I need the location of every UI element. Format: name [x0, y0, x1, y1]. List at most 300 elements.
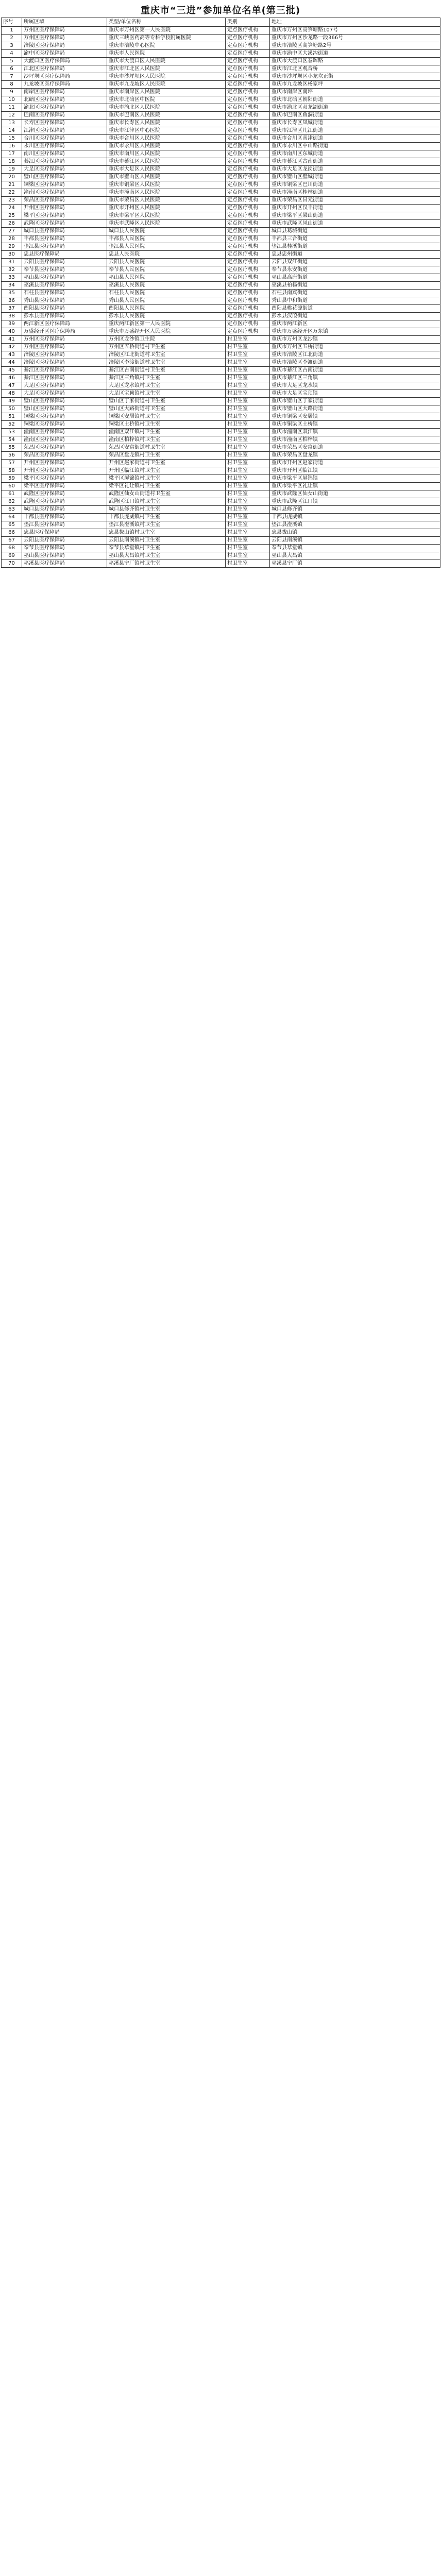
cell-unit-name: 巫山县人民医院: [107, 274, 226, 282]
cell-index: 28: [2, 235, 22, 243]
cell-index: 49: [2, 398, 22, 405]
cell-region: 铜梁区医疗保障局: [22, 181, 107, 189]
cell-unit-name: 石柱县人民医院: [107, 290, 226, 297]
cell-index: 69: [2, 552, 22, 560]
cell-unit-name: 奉节县草堂镇村卫生室: [107, 545, 226, 552]
cell-index: 29: [2, 243, 22, 251]
table-row: [2, 290, 440, 297]
table-row: [2, 313, 440, 320]
cell-index: 27: [2, 228, 22, 235]
table-row: [2, 305, 440, 313]
cell-unit-name: 酉阳县人民医院: [107, 305, 226, 313]
table-row: [2, 274, 440, 282]
cell-index: 10: [2, 96, 22, 104]
cell-unit-name: 云阳县南溪镇村卫生室: [107, 537, 226, 545]
cell-index: 45: [2, 367, 22, 375]
cell-address: 巫溪县柏杨街道: [270, 282, 440, 290]
cell-unit-name: 重庆市铜梁区人民医院: [107, 181, 226, 189]
cell-address: 重庆市万州区沙龙路一段366号: [270, 35, 440, 42]
cell-address: 重庆市江北区观音桥: [270, 65, 440, 73]
cell-unit-name: 重庆市开州区人民医院: [107, 205, 226, 212]
cell-unit-name: 重庆市北碚区中医院: [107, 96, 226, 104]
cell-category: 村卫生室: [226, 390, 270, 398]
cell-index: 58: [2, 467, 22, 475]
table-row: [2, 27, 440, 35]
cell-address: 重庆市荣昌区昌元街道: [270, 197, 440, 205]
table-row: [2, 328, 440, 336]
header-category: 类别: [226, 18, 270, 27]
cell-category: 定点医疗机构: [226, 58, 270, 65]
cell-region: 万州区医疗保障局: [22, 344, 107, 351]
cell-unit-name: 重庆市梁平区人民医院: [107, 212, 226, 220]
cell-address: 重庆市九龙坡区杨家坪: [270, 81, 440, 89]
cell-category: 定点医疗机构: [226, 120, 270, 127]
cell-region: 綦江区医疗保障局: [22, 367, 107, 375]
cell-unit-name: 巫山县大昌镇村卫生室: [107, 552, 226, 560]
cell-index: 17: [2, 150, 22, 158]
table-row: [2, 135, 440, 143]
cell-region: 奉节县医疗保障局: [22, 266, 107, 274]
cell-unit-name: 丰都县人民医院: [107, 235, 226, 243]
table-row: [2, 444, 440, 452]
cell-unit-name: 重庆三峡医药高等专科学校附属医院: [107, 35, 226, 42]
table-row: [2, 436, 440, 444]
cell-unit-name: 重庆市九龙坡区人民医院: [107, 81, 226, 89]
cell-region: 大足区医疗保障局: [22, 390, 107, 398]
table-row: [2, 506, 440, 514]
cell-region: 彭水县医疗保障局: [22, 313, 107, 320]
cell-unit-name: 忠县拔山镇村卫生室: [107, 529, 226, 537]
cell-category: 村卫生室: [226, 529, 270, 537]
table-row: [2, 35, 440, 42]
cell-category: 村卫生室: [226, 398, 270, 405]
cell-region: 大足区医疗保障局: [22, 166, 107, 174]
cell-region: 巫溪县医疗保障局: [22, 282, 107, 290]
cell-index: 33: [2, 274, 22, 282]
cell-unit-name: 荣昌区盘龙镇村卫生室: [107, 452, 226, 460]
cell-unit-name: 城口县人民医院: [107, 228, 226, 235]
cell-region: 万州区医疗保障局: [22, 35, 107, 42]
table-row: [2, 336, 440, 344]
cell-unit-name: 武隆区仙女山街道村卫生室: [107, 490, 226, 498]
cell-address: 酉阳县桃花源街道: [270, 305, 440, 313]
cell-unit-name: 重庆市武隆区人民医院: [107, 220, 226, 228]
cell-address: 重庆市南川区东城街道: [270, 150, 440, 158]
cell-category: 定点医疗机构: [226, 305, 270, 313]
cell-address: 重庆市武隆区凤山街道: [270, 220, 440, 228]
cell-index: 36: [2, 297, 22, 305]
cell-unit-name: 重庆市永川区人民医院: [107, 143, 226, 150]
cell-unit-name: 大足区龙水镇村卫生室: [107, 382, 226, 390]
cell-unit-name: 荣昌区安富街道村卫生室: [107, 444, 226, 452]
table-body: [2, 27, 440, 568]
cell-address: 重庆市长寿区凤城街道: [270, 120, 440, 127]
cell-unit-name: 重庆市荣昌区人民医院: [107, 197, 226, 205]
cell-category: 定点医疗机构: [226, 150, 270, 158]
cell-address: 重庆市大足区龙水镇: [270, 382, 440, 390]
cell-category: 村卫生室: [226, 452, 270, 460]
cell-category: 定点医疗机构: [226, 320, 270, 328]
cell-category: 定点医疗机构: [226, 274, 270, 282]
table-row: [2, 181, 440, 189]
cell-region: 云阳县医疗保障局: [22, 259, 107, 266]
cell-region: 秀山县医疗保障局: [22, 297, 107, 305]
cell-category: 村卫生室: [226, 467, 270, 475]
cell-unit-name: 重庆市长寿区人民医院: [107, 120, 226, 127]
cell-region: 云阳县医疗保障局: [22, 537, 107, 545]
cell-region: 大渡口区医疗保障局: [22, 58, 107, 65]
cell-category: 定点医疗机构: [226, 266, 270, 274]
table-row: [2, 429, 440, 436]
cell-region: 涪陵区医疗保障局: [22, 359, 107, 367]
cell-category: 定点医疗机构: [226, 143, 270, 150]
cell-index: 54: [2, 436, 22, 444]
cell-address: 重庆市綦江区三角镇: [270, 375, 440, 382]
cell-address: 云阳县双江街道: [270, 259, 440, 266]
cell-region: 城口县医疗保障局: [22, 506, 107, 514]
cell-address: 重庆市开州区赵家街道: [270, 460, 440, 467]
cell-region: 石柱县医疗保障局: [22, 290, 107, 297]
cell-category: 定点医疗机构: [226, 96, 270, 104]
cell-address: 巫山县高唐街道: [270, 274, 440, 282]
cell-category: 定点医疗机构: [226, 328, 270, 336]
cell-address: 重庆市万州区高笋塘路107号: [270, 27, 440, 35]
cell-category: 定点医疗机构: [226, 197, 270, 205]
table-row: [2, 73, 440, 81]
cell-address: 重庆市铜梁区土桥镇: [270, 421, 440, 429]
table-row: [2, 127, 440, 135]
cell-unit-name: 重庆市涪陵中心医院: [107, 42, 226, 50]
cell-category: 定点医疗机构: [226, 135, 270, 143]
cell-address: 重庆市万盛经开区万东镇: [270, 328, 440, 336]
cell-unit-name: 万州区五桥街道村卫生室: [107, 344, 226, 351]
cell-address: 重庆市潼南区双江镇: [270, 429, 440, 436]
cell-address: 重庆市潼南区柏梓镇: [270, 436, 440, 444]
cell-region: 涪陵区医疗保障局: [22, 42, 107, 50]
cell-unit-name: 重庆市巴南区人民医院: [107, 112, 226, 120]
cell-index: 14: [2, 127, 22, 135]
cell-address: 重庆市大足区龙岗街道: [270, 166, 440, 174]
cell-index: 52: [2, 421, 22, 429]
cell-address: 丰都县虎威镇: [270, 514, 440, 521]
cell-index: 41: [2, 336, 22, 344]
table-row: [2, 297, 440, 305]
table-row: [2, 537, 440, 545]
cell-category: 村卫生室: [226, 460, 270, 467]
cell-address: 重庆市南岸区南坪: [270, 89, 440, 96]
cell-address: 重庆市梁平区屏锦镇: [270, 475, 440, 483]
cell-address: 重庆市永川区中山路街道: [270, 143, 440, 150]
cell-index: 35: [2, 290, 22, 297]
cell-region: 垫江县医疗保障局: [22, 243, 107, 251]
table-row: [2, 266, 440, 274]
cell-category: 村卫生室: [226, 436, 270, 444]
cell-category: 村卫生室: [226, 351, 270, 359]
cell-unit-name: 武隆区江口镇村卫生室: [107, 498, 226, 506]
table-row: [2, 150, 440, 158]
cell-index: 31: [2, 259, 22, 266]
table-row: [2, 375, 440, 382]
cell-category: 村卫生室: [226, 545, 270, 552]
cell-region: 垫江县医疗保障局: [22, 521, 107, 529]
cell-index: 23: [2, 197, 22, 205]
cell-address: 重庆市两江新区: [270, 320, 440, 328]
table-row: [2, 42, 440, 50]
table-row: [2, 259, 440, 266]
cell-region: 大足区医疗保障局: [22, 382, 107, 390]
table-row: [2, 143, 440, 150]
cell-category: 定点医疗机构: [226, 251, 270, 259]
cell-address: 城口县修齐镇: [270, 506, 440, 514]
cell-address: 忠县忠州街道: [270, 251, 440, 259]
cell-index: 18: [2, 158, 22, 166]
cell-address: 重庆市万州区五桥街道: [270, 344, 440, 351]
cell-index: 47: [2, 382, 22, 390]
cell-index: 16: [2, 143, 22, 150]
cell-address: 重庆市铜梁区巴川街道: [270, 181, 440, 189]
cell-address: 重庆市武隆区仙女山街道: [270, 490, 440, 498]
cell-region: 荣昌区医疗保障局: [22, 444, 107, 452]
table-row: [2, 521, 440, 529]
table-row: [2, 413, 440, 421]
participant-table: [1, 18, 440, 568]
cell-category: 村卫生室: [226, 413, 270, 421]
cell-region: 沙坪坝区医疗保障局: [22, 73, 107, 81]
cell-category: 定点医疗机构: [226, 235, 270, 243]
cell-category: 定点医疗机构: [226, 81, 270, 89]
cell-category: 定点医疗机构: [226, 73, 270, 81]
cell-address: 奉节县草堂镇: [270, 545, 440, 552]
cell-index: 21: [2, 181, 22, 189]
cell-region: 綦江区医疗保障局: [22, 375, 107, 382]
cell-region: 忠县医疗保障局: [22, 251, 107, 259]
cell-address: 重庆市开州区临江镇: [270, 467, 440, 475]
cell-category: 定点医疗机构: [226, 282, 270, 290]
cell-address: 重庆市渝中区大溪沟街道: [270, 50, 440, 58]
cell-region: 开州区医疗保障局: [22, 467, 107, 475]
cell-address: 云阳县南溪镇: [270, 537, 440, 545]
cell-category: 村卫生室: [226, 475, 270, 483]
cell-index: 20: [2, 174, 22, 181]
cell-address: 巫溪县宁厂镇: [270, 560, 440, 568]
cell-category: 定点医疗机构: [226, 212, 270, 220]
table-row: [2, 529, 440, 537]
cell-category: 定点医疗机构: [226, 50, 270, 58]
table-row: [2, 390, 440, 398]
cell-index: 57: [2, 460, 22, 467]
cell-category: 村卫生室: [226, 405, 270, 413]
cell-region: 涪陵区医疗保障局: [22, 351, 107, 359]
cell-region: 渝中区医疗保障局: [22, 50, 107, 58]
cell-category: 村卫生室: [226, 382, 270, 390]
cell-category: 村卫生室: [226, 483, 270, 490]
cell-category: 定点医疗机构: [226, 290, 270, 297]
cell-unit-name: 彭水县人民医院: [107, 313, 226, 320]
cell-address: 重庆市合川区南津街道: [270, 135, 440, 143]
table-row: [2, 514, 440, 521]
cell-index: 51: [2, 413, 22, 421]
table-row: [2, 197, 440, 205]
cell-index: 30: [2, 251, 22, 259]
cell-category: 定点医疗机构: [226, 220, 270, 228]
cell-unit-name: 重庆市合川区人民医院: [107, 135, 226, 143]
cell-unit-name: 梁平区礼让镇村卫生室: [107, 483, 226, 490]
cell-unit-name: 重庆市渝北区人民医院: [107, 104, 226, 112]
cell-address: 奉节县永安街道: [270, 266, 440, 274]
cell-index: 46: [2, 375, 22, 382]
table-row: [2, 243, 440, 251]
cell-category: 村卫生室: [226, 514, 270, 521]
cell-category: 定点医疗机构: [226, 112, 270, 120]
cell-address: 重庆市北碚区朝阳街道: [270, 96, 440, 104]
cell-address: 重庆市渝北区双龙湖街道: [270, 104, 440, 112]
table-row: [2, 320, 440, 328]
table-row: [2, 50, 440, 58]
cell-unit-name: 奉节县人民医院: [107, 266, 226, 274]
cell-index: 59: [2, 475, 22, 483]
cell-index: 3: [2, 42, 22, 50]
cell-index: 63: [2, 506, 22, 514]
cell-region: 南川区医疗保障局: [22, 150, 107, 158]
cell-unit-name: 潼南区柏梓镇村卫生室: [107, 436, 226, 444]
cell-index: 6: [2, 65, 22, 73]
cell-index: 48: [2, 390, 22, 398]
cell-region: 江津区医疗保障局: [22, 127, 107, 135]
cell-address: 重庆市荣昌区安富街道: [270, 444, 440, 452]
cell-unit-name: 重庆市南岸区人民医院: [107, 89, 226, 96]
cell-region: 璧山区医疗保障局: [22, 398, 107, 405]
cell-unit-name: 重庆市万州区第一人民医院: [107, 27, 226, 35]
cell-index: 40: [2, 328, 22, 336]
cell-index: 5: [2, 58, 22, 65]
cell-address: 巫山县大昌镇: [270, 552, 440, 560]
cell-unit-name: 重庆市江北区人民医院: [107, 65, 226, 73]
cell-category: 定点医疗机构: [226, 189, 270, 197]
cell-index: 2: [2, 35, 22, 42]
table-row: [2, 212, 440, 220]
cell-address: 丰都县三合街道: [270, 235, 440, 243]
table-row: [2, 89, 440, 96]
cell-category: 定点医疗机构: [226, 27, 270, 35]
cell-unit-name: 铜梁区土桥镇村卫生室: [107, 421, 226, 429]
cell-index: 60: [2, 483, 22, 490]
cell-unit-name: 开州区临江镇村卫生室: [107, 467, 226, 475]
cell-unit-name: 垫江县澄溪镇村卫生室: [107, 521, 226, 529]
table-row: [2, 120, 440, 127]
cell-unit-name: 璧山区丁家街道村卫生室: [107, 398, 226, 405]
cell-category: 村卫生室: [226, 521, 270, 529]
table-row: [2, 251, 440, 259]
table-row: [2, 359, 440, 367]
cell-unit-name: 涪陵区李渡街道村卫生室: [107, 359, 226, 367]
cell-region: 长寿区医疗保障局: [22, 120, 107, 127]
cell-region: 铜梁区医疗保障局: [22, 421, 107, 429]
cell-address: 重庆市开州区汉丰街道: [270, 205, 440, 212]
cell-category: 村卫生室: [226, 490, 270, 498]
cell-category: 定点医疗机构: [226, 35, 270, 42]
cell-index: 32: [2, 266, 22, 274]
cell-index: 9: [2, 89, 22, 96]
table-row: [2, 228, 440, 235]
table-row: [2, 104, 440, 112]
cell-address: 秀山县中和街道: [270, 297, 440, 305]
cell-address: 重庆市大渡口区春晖路: [270, 58, 440, 65]
cell-unit-name: 丰都县虎威镇村卫生室: [107, 514, 226, 521]
cell-address: 重庆市荣昌区盘龙镇: [270, 452, 440, 460]
cell-index: 8: [2, 81, 22, 89]
cell-category: 定点医疗机构: [226, 243, 270, 251]
cell-region: 开州区医疗保障局: [22, 460, 107, 467]
cell-index: 4: [2, 50, 22, 58]
cell-region: 忠县医疗保障局: [22, 529, 107, 537]
cell-address: 重庆市涪陵区李渡街道: [270, 359, 440, 367]
cell-index: 22: [2, 189, 22, 197]
cell-address: 垫江县澄溪镇: [270, 521, 440, 529]
cell-category: 定点医疗机构: [226, 313, 270, 320]
cell-index: 56: [2, 452, 22, 460]
cell-address: 重庆市璧山区丁家街道: [270, 398, 440, 405]
cell-category: 定点医疗机构: [226, 42, 270, 50]
cell-address: 重庆市沙坪坝区小龙坎正街: [270, 73, 440, 81]
cell-region: 永川区医疗保障局: [22, 143, 107, 150]
cell-address: 重庆市綦江区古南街道: [270, 158, 440, 166]
cell-category: 定点医疗机构: [226, 205, 270, 212]
cell-category: 村卫生室: [226, 375, 270, 382]
cell-index: 25: [2, 212, 22, 220]
cell-region: 江北区医疗保障局: [22, 65, 107, 73]
table-row: [2, 545, 440, 552]
cell-unit-name: 秀山县人民医院: [107, 297, 226, 305]
cell-region: 丰都县医疗保障局: [22, 514, 107, 521]
cell-region: 璧山区医疗保障局: [22, 405, 107, 413]
table-row: [2, 81, 440, 89]
cell-category: 定点医疗机构: [226, 127, 270, 135]
cell-unit-name: 璧山区大路街道村卫生室: [107, 405, 226, 413]
table-row: [2, 96, 440, 104]
cell-unit-name: 重庆市南川区人民医院: [107, 150, 226, 158]
cell-unit-name: 潼南区双江镇村卫生室: [107, 429, 226, 436]
cell-region: 北碚区医疗保障局: [22, 96, 107, 104]
table-row: [2, 220, 440, 228]
table-row: [2, 498, 440, 506]
cell-index: 13: [2, 120, 22, 127]
cell-unit-name: 重庆市万盛经开区人民医院: [107, 328, 226, 336]
cell-address: 重庆市巴南区鱼洞街道: [270, 112, 440, 120]
cell-region: 武隆区医疗保障局: [22, 498, 107, 506]
cell-region: 酉阳县医疗保障局: [22, 305, 107, 313]
cell-index: 62: [2, 498, 22, 506]
cell-category: 村卫生室: [226, 344, 270, 351]
table-row: [2, 112, 440, 120]
cell-region: 巫山县医疗保障局: [22, 552, 107, 560]
cell-category: 定点医疗机构: [226, 297, 270, 305]
cell-region: 奉节县医疗保障局: [22, 545, 107, 552]
cell-unit-name: 重庆市潼南区人民医院: [107, 189, 226, 197]
cell-index: 55: [2, 444, 22, 452]
cell-region: 合川区医疗保障局: [22, 135, 107, 143]
cell-unit-name: 忠县人民医院: [107, 251, 226, 259]
header-index: 序号: [2, 18, 22, 27]
cell-region: 巴南区医疗保障局: [22, 112, 107, 120]
cell-index: 38: [2, 313, 22, 320]
cell-index: 61: [2, 490, 22, 498]
cell-index: 15: [2, 135, 22, 143]
cell-category: 村卫生室: [226, 498, 270, 506]
cell-address: 重庆市梁平区礼让镇: [270, 483, 440, 490]
table-row: [2, 421, 440, 429]
cell-index: 12: [2, 112, 22, 120]
cell-region: 潼南区医疗保障局: [22, 429, 107, 436]
